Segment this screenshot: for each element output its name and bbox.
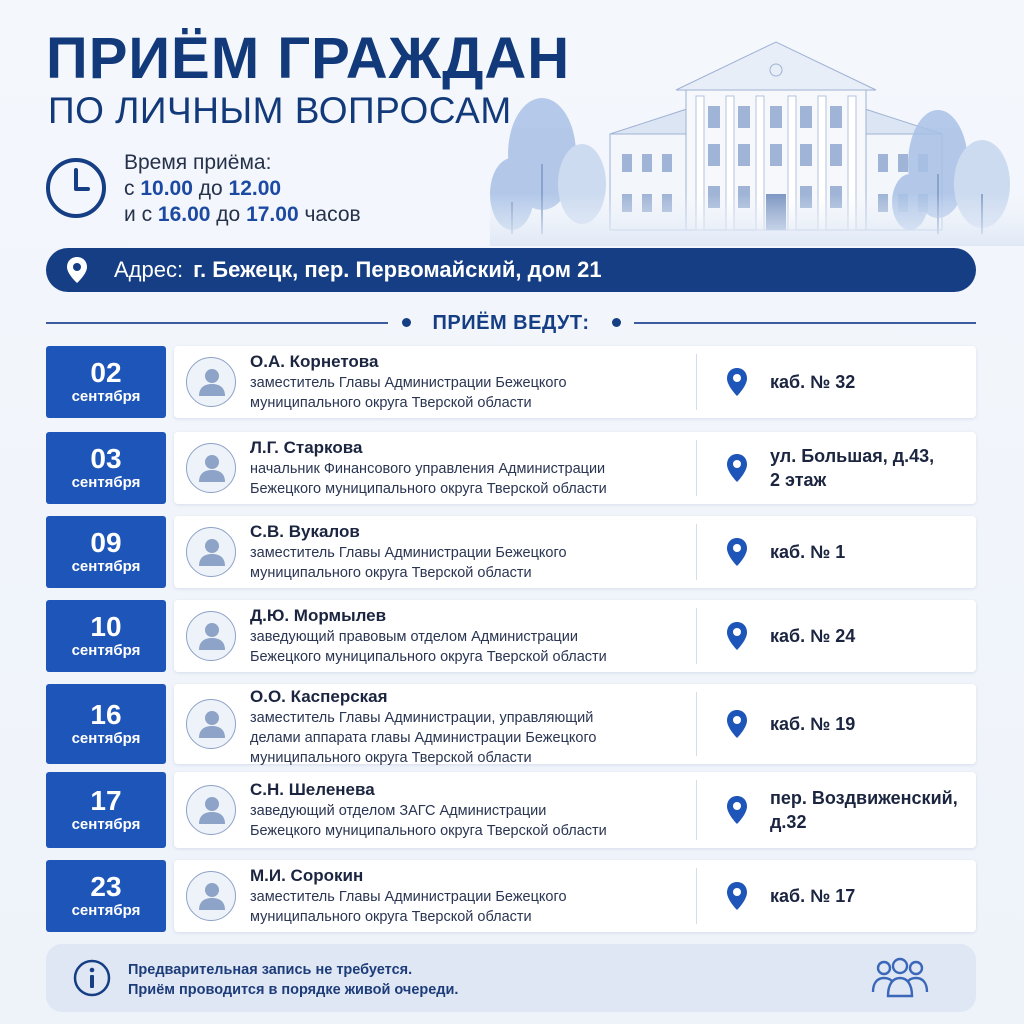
- map-pin-icon: [726, 537, 748, 567]
- office-location: [770, 884, 855, 908]
- time-line-2: и с 16.00 до 17.00 часов: [124, 203, 361, 226]
- card-divider: [696, 354, 697, 410]
- page-title: ПРИЁМ ГРАЖДАН: [46, 26, 571, 91]
- location-line: ул. Большая, д.43,: [770, 446, 935, 466]
- office-location: [770, 444, 934, 492]
- schedule-row: [46, 684, 976, 764]
- map-pin-icon: [726, 367, 748, 397]
- date-month: сентября: [71, 388, 141, 405]
- user-avatar-icon: [186, 871, 236, 921]
- official-card: [174, 600, 976, 672]
- section-title: ПРИЁМ ВЕДУТ:: [432, 312, 590, 334]
- person-role-line: Бежецкого муниципального округа Тверской области: [250, 481, 607, 497]
- location-line: каб. № 19: [770, 714, 856, 734]
- person-role-line: заместитель Главы Администрации, управляющий: [250, 710, 594, 726]
- date-badge: [46, 860, 166, 932]
- official-card: [174, 860, 976, 932]
- location-line: 2 этаж: [770, 470, 827, 490]
- page-subtitle: ПО ЛИЧНЫМ ВОПРОСАМ: [48, 90, 512, 131]
- date-badge: [46, 432, 166, 504]
- person-role-line: муниципального округа Тверской области: [250, 750, 532, 766]
- map-pin-icon: [66, 256, 88, 284]
- official-name: О.А. Корнетова: [250, 352, 379, 371]
- map-pin-icon: [726, 795, 748, 825]
- office-location: [770, 786, 958, 834]
- address-value: г. Бежецк, пер. Первомайский, дом 21: [193, 257, 602, 282]
- person-role-line: муниципального округа Тверской области: [250, 565, 532, 581]
- people-group-icon: [870, 956, 930, 1000]
- user-avatar-icon: [186, 357, 236, 407]
- date-day: 17: [90, 785, 122, 816]
- person-role-line: заместитель Главы Администрации Бежецкого: [250, 375, 567, 391]
- date-day: 03: [90, 443, 122, 474]
- administration-building-illustration: [490, 34, 1024, 246]
- official-info: [250, 779, 607, 841]
- person-role-line: заведующий правовым отделом Администрации: [250, 629, 578, 645]
- schedule-row: [46, 600, 976, 672]
- clock-icon: [44, 156, 108, 220]
- card-divider: [696, 868, 697, 924]
- card-divider: [696, 780, 697, 840]
- official-card: [174, 516, 976, 588]
- office-location: [770, 540, 845, 564]
- date-badge: [46, 772, 166, 848]
- date-month: сентября: [71, 474, 141, 491]
- date-badge: [46, 346, 166, 418]
- official-info: [250, 865, 567, 927]
- person-role-line: муниципального округа Тверской области: [250, 909, 532, 925]
- reception-time: [44, 148, 484, 248]
- location-line: каб. № 24: [770, 626, 856, 646]
- map-pin-icon: [726, 881, 748, 911]
- official-name: С.Н. Шеленева: [250, 780, 375, 799]
- date-day: 16: [90, 699, 122, 730]
- person-role-line: Бежецкого муниципального округа Тверской области: [250, 823, 607, 839]
- date-month: сентября: [71, 730, 141, 747]
- location-line: каб. № 17: [770, 886, 856, 906]
- schedule-row: [46, 432, 976, 504]
- card-divider: [696, 524, 697, 580]
- location-line: пер. Воздвиженский,: [770, 788, 958, 808]
- date-month: сентября: [71, 902, 141, 919]
- user-avatar-icon: [186, 527, 236, 577]
- official-role: [250, 887, 567, 927]
- official-name: Л.Г. Старкова: [250, 438, 363, 457]
- location-line: каб. № 1: [770, 542, 846, 562]
- card-divider: [696, 440, 697, 496]
- official-info: [250, 605, 607, 667]
- date-month: сентября: [71, 558, 141, 575]
- date-month: сентября: [71, 816, 141, 833]
- date-day: 02: [90, 357, 122, 388]
- official-info: [250, 686, 596, 768]
- time-label: Время приёма:: [124, 151, 272, 174]
- official-role: [250, 708, 596, 768]
- info-note-text: [128, 960, 458, 1000]
- person-role-line: муниципального округа Тверской области: [250, 395, 532, 411]
- user-avatar-icon: [186, 611, 236, 661]
- official-card: [174, 684, 976, 764]
- office-location: [770, 712, 855, 736]
- reception-time-text: [124, 150, 361, 228]
- official-card: [174, 772, 976, 848]
- date-badge: [46, 516, 166, 588]
- date-badge: [46, 600, 166, 672]
- address-bar: [46, 248, 976, 292]
- date-day: 09: [90, 527, 122, 558]
- map-pin-icon: [726, 621, 748, 651]
- time-line-1: с 10.00 до 12.00: [124, 177, 282, 200]
- schedule-row: [46, 346, 976, 418]
- official-card: [174, 432, 976, 504]
- official-info: [250, 351, 567, 413]
- date-day: 10: [90, 611, 122, 642]
- section-divider: [46, 313, 976, 333]
- user-avatar-icon: [186, 785, 236, 835]
- schedule-row: [46, 516, 976, 588]
- person-role-line: начальник Финансового управления Администрации: [250, 461, 606, 477]
- official-name: С.В. Вукалов: [250, 522, 360, 541]
- date-month: сентября: [71, 642, 141, 659]
- map-pin-icon: [726, 709, 748, 739]
- schedule-row: [46, 860, 976, 932]
- official-role: [250, 459, 607, 499]
- official-role: [250, 627, 607, 667]
- person-role-line: заместитель Главы Администрации Бежецкого: [250, 889, 567, 905]
- official-card: [174, 346, 976, 418]
- info-icon: [72, 958, 112, 998]
- office-location: [770, 624, 855, 648]
- card-divider: [696, 608, 697, 664]
- card-divider: [696, 692, 697, 756]
- address-label: Адрес:: [114, 257, 184, 282]
- date-badge: [46, 684, 166, 764]
- location-line: д.32: [770, 812, 807, 832]
- person-role-line: делами аппарата главы Администрации Бежецкого: [250, 730, 597, 746]
- office-location: [770, 370, 855, 394]
- info-note-line-1: Предварительная запись не требуется.: [128, 962, 413, 978]
- official-name: О.О. Касперская: [250, 687, 388, 706]
- info-note-line-2: Приём проводится в порядке живой очереди.: [128, 982, 459, 998]
- official-role: [250, 543, 567, 583]
- person-role-line: Бежецкого муниципального округа Тверской области: [250, 649, 607, 665]
- person-role-line: заместитель Главы Администрации Бежецкого: [250, 545, 567, 561]
- person-role-line: заведующий отделом ЗАГС Администрации: [250, 803, 547, 819]
- user-avatar-icon: [186, 699, 236, 749]
- official-info: [250, 521, 567, 583]
- official-role: [250, 801, 607, 841]
- info-note: [46, 944, 976, 1012]
- date-day: 23: [90, 871, 122, 902]
- official-role: [250, 373, 567, 413]
- official-name: М.И. Сорокин: [250, 866, 364, 885]
- map-pin-icon: [726, 453, 748, 483]
- schedule-row: [46, 772, 976, 848]
- official-info: [250, 437, 607, 499]
- official-name: Д.Ю. Мормылев: [250, 606, 387, 625]
- user-avatar-icon: [186, 443, 236, 493]
- location-line: каб. № 32: [770, 372, 856, 392]
